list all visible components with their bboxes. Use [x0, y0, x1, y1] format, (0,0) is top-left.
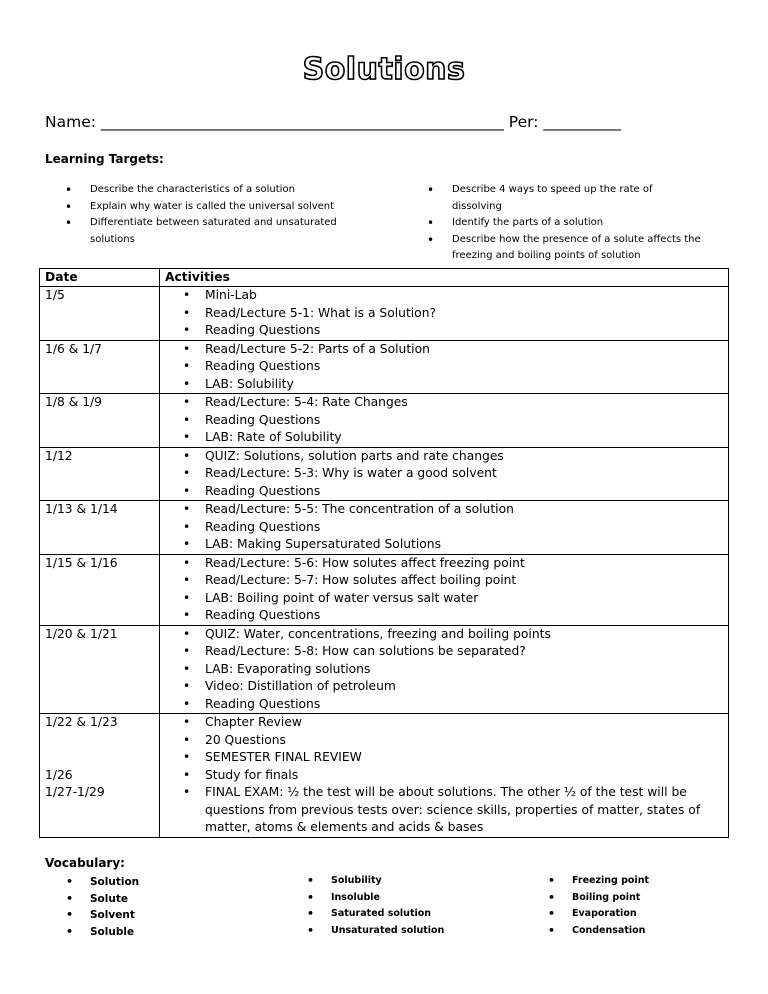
vocab-item: • Condensation: [548, 923, 748, 940]
activity-item: • Reading Questions: [165, 483, 723, 501]
row-date: 1/22 & 1/23: [40, 714, 160, 767]
learning-targets-heading: Learning Targets:: [45, 152, 164, 166]
activity-item: • QUIZ: Solutions, solution parts and rate changes: [165, 448, 723, 466]
activity-item: • Read/Lecture 5-1: What is a Solution?: [165, 305, 723, 323]
activity-item: • Read/Lecture: 5-8: How can solutions be separated?: [165, 643, 723, 661]
vocab-item: • Saturated solution: [307, 906, 507, 923]
table-row: [40, 554, 729, 625]
activity-item: • SEMESTER FINAL REVIEW: [165, 749, 723, 767]
row-date: 1/5: [40, 287, 160, 341]
date-header: Date: [40, 269, 160, 287]
activity-item: • LAB: Evaporating solutions: [165, 661, 723, 679]
row-date: 1/8 & 1/9: [40, 394, 160, 448]
activity-item: • Chapter Review: [165, 714, 723, 732]
activity-item: • Read/Lecture: 5-6: How solutes affect freezing point: [165, 555, 723, 573]
table-row: [40, 340, 729, 394]
table-row: [40, 714, 729, 767]
activity-item: • Read/Lecture 5-2: Parts of a Solution: [165, 341, 723, 359]
target-item: • Describe how the presence of a solute affects the freezing and boiling points of solution: [427, 232, 702, 265]
schedule-table: [39, 268, 729, 838]
activity-item: • 20 Questions: [165, 732, 723, 750]
vocab-column-2: [307, 873, 507, 939]
table-row: [40, 625, 729, 714]
target-item: • Describe 4 ways to speed up the rate of dissolving: [427, 182, 702, 215]
activity-item: • Read/Lecture: 5-7: How solutes affect boiling point: [165, 572, 723, 590]
vocab-item: • Boiling point: [548, 890, 748, 907]
activity-item: • Read/Lecture: 5-4: Rate Changes: [165, 394, 723, 412]
activity-item: • LAB: Solubility: [165, 376, 723, 394]
vocab-item: • Evaporation: [548, 906, 748, 923]
table-row: [40, 501, 729, 555]
activity-item: • Reading Questions: [165, 322, 723, 340]
vocab-item: • Insoluble: [307, 890, 507, 907]
row-date: 1/20 & 1/21: [40, 625, 160, 714]
row-date: 1/6 & 1/7: [40, 340, 160, 394]
row-date: 1/15 & 1/16: [40, 554, 160, 625]
vocab-item: • Soluble: [66, 924, 266, 941]
row-date: 1/12: [40, 447, 160, 501]
table-row: [40, 784, 729, 837]
table-row: [40, 767, 729, 785]
vocabulary-heading: Vocabulary:: [45, 856, 125, 870]
vocab-item: • Unsaturated solution: [307, 923, 507, 940]
row-date: 1/13 & 1/14: [40, 501, 160, 555]
page-title: Solutions: [302, 52, 466, 87]
learning-targets-left: [65, 182, 365, 248]
activity-item: • Video: Distillation of petroleum: [165, 678, 723, 696]
activity-item: • Reading Questions: [165, 519, 723, 537]
vocab-item: • Solvent: [66, 907, 266, 924]
activity-item: • Read/Lecture: 5-3: Why is water a good solvent: [165, 465, 723, 483]
vocab-item: • Solution: [66, 874, 266, 891]
target-item: • Identify the parts of a solution: [427, 215, 702, 232]
table-row: [40, 394, 729, 448]
vocab-item: • Freezing point: [548, 873, 748, 890]
target-item: • Explain why water is called the universal solvent: [65, 199, 365, 216]
name-period-line: Name: ____________________________________________________ Per: __________: [45, 113, 621, 131]
activity-item: • Reading Questions: [165, 412, 723, 430]
target-item: • Describe the characteristics of a solution: [65, 182, 365, 199]
activities-header: Activities: [160, 269, 729, 287]
vocab-item: • Solute: [66, 891, 266, 908]
activity-item: • QUIZ: Water, concentrations, freezing and boiling points: [165, 626, 723, 644]
row-date: 1/27-1/29: [40, 784, 160, 837]
learning-targets-right: [427, 182, 702, 265]
vocab-column-3: [548, 873, 748, 939]
table-row: [40, 447, 729, 501]
target-item: • Differentiate between saturated and unsaturated solutions: [65, 215, 365, 248]
vocab-column-1: [66, 874, 266, 940]
vocab-item: • Solubility: [307, 873, 507, 890]
table-header-row: [40, 269, 729, 287]
table-row: [40, 287, 729, 341]
activity-item: • LAB: Rate of Solubility: [165, 429, 723, 447]
activity-item: • Reading Questions: [165, 696, 723, 714]
activity-item: • Read/Lecture: 5-5: The concentration of a solution: [165, 501, 723, 519]
activity-item: • Reading Questions: [165, 358, 723, 376]
row-date: 1/26: [40, 767, 160, 785]
activity-item: • LAB: Making Supersaturated Solutions: [165, 536, 723, 554]
activity-item: • LAB: Boiling point of water versus salt water: [165, 590, 723, 608]
activity-item: • FINAL EXAM: ½ the test will be about solutions. The other ½ of the test will be questions from previous tests over: science skills, properties of matter, states of matter, atoms & elements and acids & bases: [165, 784, 723, 837]
activity-item: • Study for finals: [165, 767, 723, 785]
activity-item: • Reading Questions: [165, 607, 723, 625]
activity-item: • Mini-Lab: [165, 287, 723, 305]
